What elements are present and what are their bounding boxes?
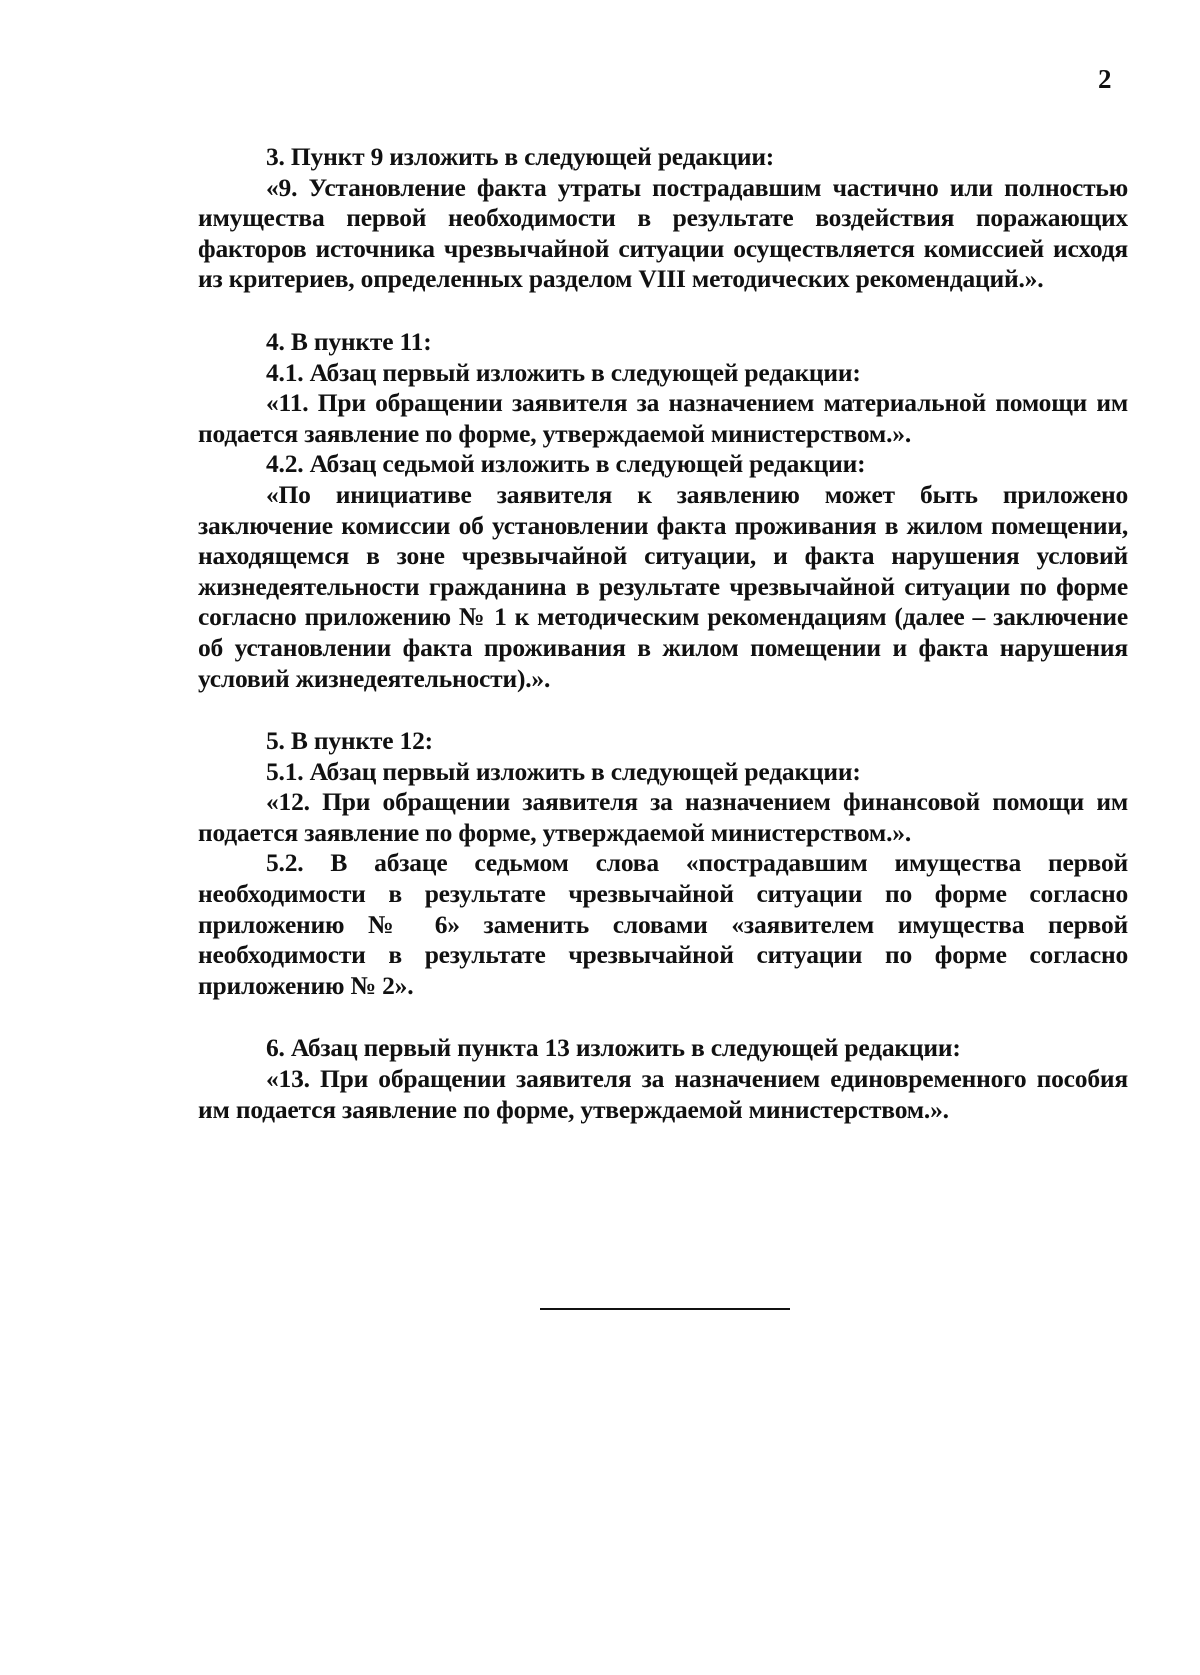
paragraph: «9. Установление факта утраты пострадавшим частично или полностью имущества первой необходимости в результате воздействия поражающих факторов источника чрезвычайной ситуации осуществляется комиссией исходя из критериев, определенных разделом VIII методических рекомендаций.». [198,172,1128,294]
paragraph: 5.1. Абзац первый изложить в следующей редакции: [266,756,861,786]
paragraph: 4. В пункте 11: [266,326,432,356]
section-item-5 [198,726,1128,1001]
paragraph: 5. В пункте 12: [266,726,433,756]
section-item-4 [198,327,1128,694]
paragraph: 5.2. В абзаце седьмом слова «пострадавшим имущества первой необходимости в результате чрезвычайной ситуации по форме согласно приложению № 6» заменить словами «заявителем имущества первой необходимости в результате чрезвычайной ситуации по форме согласно приложению № 2». [198,848,1128,1000]
paragraph: 3. Пункт 9 изложить в следующей редакции: [266,142,775,171]
paragraph: 4.1. Абзац первый изложить в следующей редакции: [266,357,861,387]
paragraph: «11. При обращении заявителя за назначением материальной помощи им подается заявление по форме, утверждаемой министерством.». [198,388,1128,448]
end-of-document-rule [540,1308,790,1310]
paragraph: «12. При обращении заявителя за назначением финансовой помощи им подается заявление по форме, утверждаемой министерством.». [198,787,1128,847]
section-gap [198,694,1128,726]
section-gap [198,295,1128,327]
paragraph: 6. Абзац первый пункта 13 изложить в следующей редакции: [266,1033,961,1063]
page-number: 2 [1098,64,1112,94]
section-gap [198,1001,1128,1033]
paragraph: «По инициативе заявителя к заявлению может быть приложено заключение комиссии об установлении факта проживания в жилом помещении, находящемся в зоне чрезвычайной ситуации, и факта нарушения условий жизнедеятельности гражданина в результате чрезвычайной ситуации по форме согласно приложению № 1 к методическим рекомендациям (далее – заключение об установлении факта проживания в жилом помещении и факта нарушения условий жизнедеятельности).». [198,479,1128,693]
paragraph: 4.2. Абзац седьмой изложить в следующей редакции: [266,449,866,479]
section-item-3 [198,142,1128,295]
paragraph: «13. При обращении заявителя за назначением единовременного пособия им подается заявление по форме, утверждаемой министерством.». [198,1064,1128,1124]
section-item-6 [198,1033,1128,1125]
document-body [198,142,1128,1125]
